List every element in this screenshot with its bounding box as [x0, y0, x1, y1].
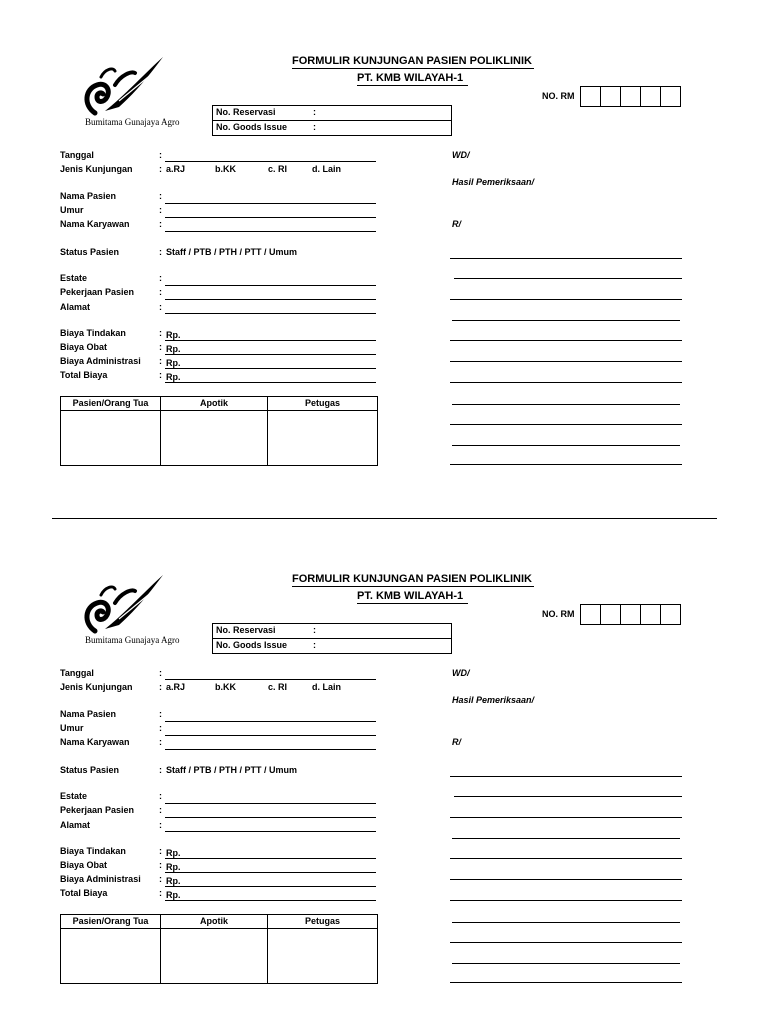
biaya-administrasi-label: Biaya Administrasi	[60, 874, 141, 884]
jenis-option-rj[interactable]: a.RJ	[166, 682, 186, 692]
form-title: FORMULIR KUNJUNGAN PASIEN POLIKLINIK	[292, 55, 532, 67]
tanggal-field[interactable]	[165, 161, 376, 162]
form-subtitle: PT. KMB WILAYAH-1	[357, 590, 464, 602]
resep-label: R/	[452, 737, 461, 747]
company-logo	[75, 573, 193, 653]
prescription-line[interactable]	[452, 445, 680, 446]
jenis-option-kk[interactable]: b.KK	[215, 164, 236, 174]
rm-digit-box[interactable]	[581, 605, 601, 624]
no-rm-boxes[interactable]	[580, 604, 681, 625]
umur-field[interactable]	[165, 735, 376, 736]
rm-digit-box[interactable]	[641, 605, 661, 624]
estate-field[interactable]	[165, 803, 376, 804]
signature-table	[60, 396, 378, 466]
reservation-table	[212, 105, 452, 136]
prescription-line[interactable]	[450, 258, 682, 259]
rm-digit-box[interactable]	[621, 87, 641, 106]
leaf-logo-icon	[75, 55, 175, 117]
alamat-label: Alamat	[60, 302, 91, 312]
status-options[interactable]: Staff / PTB / PTH / PTT / Umum	[166, 765, 298, 775]
biaya-administrasi-field[interactable]	[165, 886, 376, 887]
jenis-option-ri[interactable]: c. RI	[268, 164, 288, 174]
leaf-logo-icon	[75, 573, 175, 635]
nama-karyawan-label: Nama Karyawan	[60, 737, 130, 747]
prescription-line[interactable]	[452, 922, 680, 923]
wd-label: WD/	[452, 150, 470, 160]
biaya-administrasi-label: Biaya Administrasi	[60, 356, 141, 366]
sig-header-petugas: Petugas	[304, 916, 340, 926]
nama-pasien-label: Nama Pasien	[60, 709, 117, 719]
prescription-line[interactable]	[450, 776, 682, 777]
goods-issue-row[interactable]: No. Goods Issue :	[216, 640, 316, 650]
prescription-line[interactable]	[450, 982, 682, 983]
prescription-line[interactable]	[450, 424, 682, 425]
goods-issue-row[interactable]: No. Goods Issue :	[216, 122, 316, 132]
rm-digit-box[interactable]	[661, 605, 680, 624]
pekerjaan-pasien-field[interactable]	[165, 299, 376, 300]
rm-digit-box[interactable]	[601, 605, 621, 624]
no-rm-label: NO. RM	[542, 91, 575, 101]
rm-digit-box[interactable]	[601, 87, 621, 106]
visit-form-top: Bumitama Gunajaya Agro FORMULIR KUNJUNGAN PASIEN POLIKLINIK PT. KMB WILAYAH-1 NO. RM No. Reservasi : No. Goods Issue : Tanggal : Jenis Kunjungan : a.RJ b.KK c. RI d. Lain Nama Pasien : Umur : Nama Karyawan : Status Pasien : Staff / PTB / PTH / PTT / Umum Estate : Pekerjaan Pasien : Alamat : Biaya Tindakan : Rp. Biaya Obat : Rp. Biaya Administrasi : Rp. Total Biaya : Rp. Pasien/Orang Tua Apotik Petugas WD/ Hasil Pemeriksaan/ R/	[0, 0, 768, 470]
prescription-line[interactable]	[450, 464, 682, 465]
nama-karyawan-label: Nama Karyawan	[60, 219, 130, 229]
company-name: Bumitama Gunajaya Agro	[85, 635, 180, 645]
prescription-line[interactable]	[450, 858, 682, 859]
prescription-line[interactable]	[450, 817, 682, 818]
status-pasien-label: Status Pasien	[60, 765, 120, 775]
resep-label: R/	[452, 219, 461, 229]
rm-digit-box[interactable]	[621, 605, 641, 624]
no-rm-label: NO. RM	[542, 609, 575, 619]
jenis-option-rj[interactable]: a.RJ	[166, 164, 186, 174]
no-rm-boxes[interactable]	[580, 86, 681, 107]
tanggal-label: Tanggal	[60, 150, 94, 160]
pekerjaan-pasien-field[interactable]	[165, 817, 376, 818]
sig-header-pasien: Pasien/Orang Tua	[72, 916, 149, 926]
estate-label: Estate	[60, 791, 88, 801]
biaya-obat-label: Biaya Obat	[60, 860, 108, 870]
prescription-line[interactable]	[450, 382, 682, 383]
total-biaya-label: Total Biaya	[60, 370, 108, 380]
jenis-option-lain[interactable]: d. Lain	[312, 682, 341, 692]
jenis-option-lain[interactable]: d. Lain	[312, 164, 341, 174]
reservation-row[interactable]: No. Reservasi :	[213, 624, 451, 639]
biaya-obat-field[interactable]	[165, 354, 376, 355]
alamat-field[interactable]	[165, 831, 376, 832]
biaya-tindakan-label: Biaya Tindakan	[60, 846, 126, 856]
jenis-kunjungan-label: Jenis Kunjungan	[60, 164, 133, 174]
jenis-kunjungan-label: Jenis Kunjungan	[60, 682, 133, 692]
company-logo	[75, 55, 193, 135]
visit-form-bottom: Bumitama Gunajaya Agro FORMULIR KUNJUNGAN PASIEN POLIKLINIK PT. KMB WILAYAH-1 NO. RM No. Reservasi : No. Goods Issue : Tanggal : Jenis Kunjungan : a.RJ b.KK c. RI d. Lain Nama Pasien : Umur : Nama Karyawan : Status Pasien : Staff / PTB / PTH / PTT / Umum Estate : Pekerjaan Pasien : Alamat : Biaya Tindakan : Rp. Biaya Obat : Rp. Biaya Administrasi : Rp. Total Biaya : Rp. Pasien/Orang Tua Apotik Petugas WD/ Hasil Pemeriksaan/ R/	[0, 518, 768, 988]
rm-digit-box[interactable]	[641, 87, 661, 106]
status-pasien-label: Status Pasien	[60, 247, 120, 257]
sig-header-apotik: Apotik	[200, 916, 228, 926]
rm-digit-box[interactable]	[661, 87, 680, 106]
biaya-obat-label: Biaya Obat	[60, 342, 108, 352]
nama-pasien-field[interactable]	[165, 203, 376, 204]
prescription-line[interactable]	[450, 299, 682, 300]
pekerjaan-pasien-label: Pekerjaan Pasien	[60, 805, 135, 815]
prescription-line[interactable]	[450, 361, 682, 362]
biaya-tindakan-field[interactable]	[165, 858, 376, 859]
form-title: FORMULIR KUNJUNGAN PASIEN POLIKLINIK	[292, 573, 532, 585]
total-biaya-field[interactable]	[165, 382, 376, 383]
prescription-line[interactable]	[452, 838, 680, 839]
prescription-line[interactable]	[450, 942, 682, 943]
umur-label: Umur	[60, 205, 84, 215]
form-subtitle: PT. KMB WILAYAH-1	[357, 72, 464, 84]
nama-pasien-label: Nama Pasien	[60, 191, 117, 201]
wd-label: WD/	[452, 668, 470, 678]
umur-label: Umur	[60, 723, 84, 733]
prescription-line[interactable]	[450, 879, 682, 880]
prescription-line[interactable]	[454, 796, 682, 797]
estate-label: Estate	[60, 273, 88, 283]
reservation-table	[212, 623, 452, 654]
hasil-pemeriksaan-label: Hasil Pemeriksaan/	[452, 177, 535, 187]
sig-header-pasien: Pasien/Orang Tua	[72, 398, 149, 408]
reservation-row[interactable]: No. Reservasi :	[213, 106, 451, 121]
total-biaya-label: Total Biaya	[60, 888, 108, 898]
biaya-administrasi-field[interactable]	[165, 368, 376, 369]
alamat-field[interactable]	[165, 313, 376, 314]
tanggal-field[interactable]	[165, 679, 376, 680]
prescription-line[interactable]	[450, 900, 682, 901]
biaya-tindakan-field[interactable]	[165, 340, 376, 341]
company-name: Bumitama Gunajaya Agro	[85, 117, 180, 127]
alamat-label: Alamat	[60, 820, 91, 830]
umur-field[interactable]	[165, 217, 376, 218]
prescription-line[interactable]	[452, 404, 680, 405]
hasil-pemeriksaan-label: Hasil Pemeriksaan/	[452, 695, 535, 705]
pekerjaan-pasien-label: Pekerjaan Pasien	[60, 287, 135, 297]
rm-digit-box[interactable]	[581, 87, 601, 106]
prescription-line[interactable]	[452, 963, 680, 964]
biaya-obat-field[interactable]	[165, 872, 376, 873]
biaya-tindakan-label: Biaya Tindakan	[60, 328, 126, 338]
sig-header-petugas: Petugas	[304, 398, 340, 408]
nama-karyawan-field[interactable]	[165, 231, 376, 232]
tanggal-label: Tanggal	[60, 668, 94, 678]
signature-table	[60, 914, 378, 984]
sig-header-apotik: Apotik	[200, 398, 228, 408]
nama-karyawan-field[interactable]	[165, 749, 376, 750]
jenis-option-kk[interactable]: b.KK	[215, 682, 236, 692]
status-options[interactable]: Staff / PTB / PTH / PTT / Umum	[166, 247, 298, 257]
prescription-line[interactable]	[452, 320, 680, 321]
total-biaya-field[interactable]	[165, 900, 376, 901]
estate-field[interactable]	[165, 285, 376, 286]
prescription-line[interactable]	[454, 278, 682, 279]
nama-pasien-field[interactable]	[165, 721, 376, 722]
jenis-option-ri[interactable]: c. RI	[268, 682, 288, 692]
prescription-line[interactable]	[450, 340, 682, 341]
